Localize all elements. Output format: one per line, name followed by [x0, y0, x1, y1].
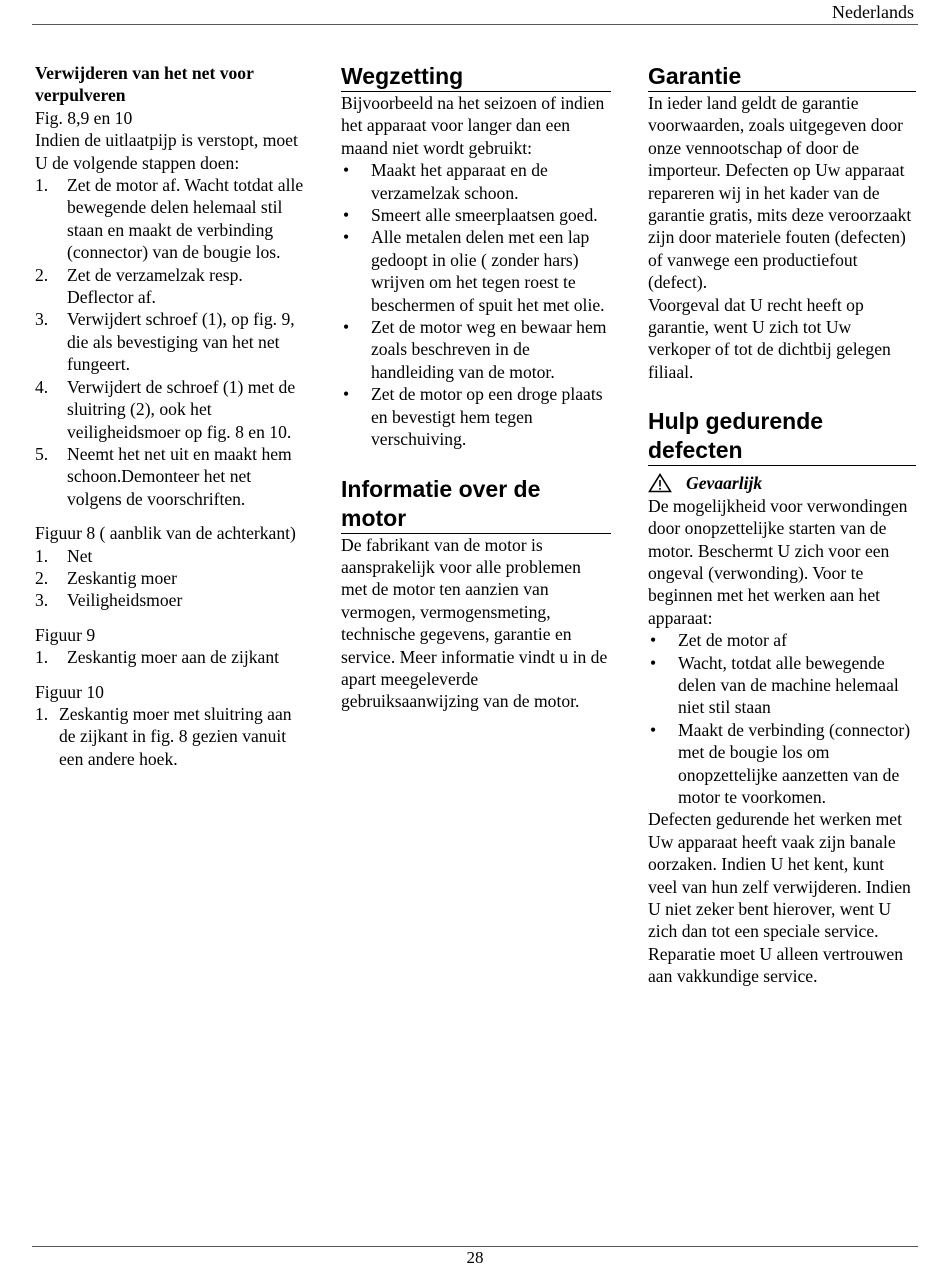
list-item: 1. Zeskantig moer aan de zijkant — [35, 647, 280, 668]
column-removing-net — [35, 62, 310, 770]
list-item: 1. Net — [35, 545, 93, 566]
figure-9-legend — [35, 646, 310, 668]
warranty-text-2: Voorgeval dat U recht heeft op garantie, went U zich tot Uw verkoper of tot de dichtbij gelegen filiaal. — [648, 294, 891, 382]
warning-line — [648, 472, 916, 494]
list-item: • Maakt het apparaat en de verzamelzak schoon. — [343, 160, 548, 203]
footer-rule — [32, 1246, 918, 1247]
warning-text: De mogelijkheid voor verwondingen door onopzettelijke starten van de motor. Beschermt U zich voor een ongeval (verwonding). Voor te beginnen met het werken aan het apparaat: — [648, 495, 908, 628]
list-item: 2. Zet de verzamelzak resp. Deflector af. — [35, 264, 243, 308]
heading-storage: Wegzetting — [341, 62, 611, 92]
motor-info-text: De fabrikant van de motor is aansprakelijk voor alle problemen met de motor ten aanzien van vermogen, vermogensmeting, technische gegevens, garantie en service. Meer informatie vindt u in de apart meegeleverde gebruiksaanwijzing van de motor. — [341, 534, 608, 712]
removal-steps — [35, 174, 310, 510]
list-item: • Zet de motor af — [650, 630, 787, 651]
page-number: 28 — [466, 1248, 484, 1267]
help-list — [648, 629, 916, 808]
list-item: • Wacht, totdat alle bewegende delen van de machine helemaal niet stil staan — [650, 652, 899, 718]
header-rule — [32, 24, 918, 25]
help-text: Defecten gedurende het werken met Uw apparaat heeft vaak zijn banale oorzaken. Indien U het kent, kunt veel van hun zelf verwijderen. Indien U niet zeker bent hierover, went U zich dan tot een speciale service. Reparatie moet U alleen vertrouwen aan vakkundige service. — [648, 809, 911, 987]
heading-help-defects: Hulp gedurende defecten — [648, 407, 916, 466]
figure-9-title: Figuur 9 — [35, 624, 96, 645]
list-item: 3. Verwijdert schroef (1), op fig. 9, die als bevestiging van het net fungeert. — [35, 309, 295, 375]
heading-motor-info: Informatie over de motor — [341, 475, 611, 534]
storage-list — [341, 159, 611, 450]
section-title-removing-net: Verwijderen van het net voor verpulveren — [35, 63, 254, 106]
figure-10-title: Figuur 10 — [35, 681, 104, 702]
list-item: 4. Verwijdert de schroef (1) met de sluitring (2), ook het veiligheidsmoer op fig. 8 en 10. — [35, 376, 296, 442]
heading-warranty: Garantie — [648, 62, 916, 92]
figure-8-title: Figuur 8 ( aanblik van de achterkant) — [35, 523, 296, 544]
figure-10-legend — [35, 703, 310, 770]
warranty-text: In ieder land geldt de garantie voorwaarden, zoals uitgegeven door onze vennootschap of door de importeur. Defecten op Uw apparaat repareren wij in het kader van de garantie gratis, mits deze veroorzaakt zijn door materiele fouten (defecten) of vanwege een productiefout (defect). — [648, 93, 912, 293]
storage-intro: Bijvoorbeeld na het seizoen of indien het apparaat voor langer dan een maand niet wordt gebruikt: — [341, 93, 605, 158]
list-item: • Alle metalen delen met een lap gedoopt in olie ( zonder hars) wrijven om het tegen roest te beschermen of spuit het met olie. — [343, 227, 605, 315]
figure-8-legend — [35, 545, 310, 612]
list-item: • Zet de motor op een droge plaats en bevestigt hem tegen verschuiving. — [343, 384, 603, 450]
intro-text: Indien de uitlaatpijp is verstopt, moet U de volgende stappen doen: — [35, 130, 298, 173]
column-storage-motor — [341, 62, 611, 713]
column-warranty-help — [648, 62, 916, 988]
list-item: 3. Veiligheidsmoer — [35, 590, 183, 611]
list-item: 1. Zeskantig moer met sluitring aan de zijkant in fig. 8 gezien vanuit een andere hoek. — [35, 703, 292, 769]
list-item: 5. Neemt het net uit en maakt hem schoon.Demonteer het net volgens de voorschriften. — [35, 443, 292, 509]
header-language: Nederlands — [832, 2, 914, 22]
figure-reference: Fig. 8,9 en 10 — [35, 107, 133, 128]
list-item: 2. Zeskantig moer — [35, 567, 177, 588]
list-item: • Smeert alle smeerplaatsen goed. — [343, 205, 598, 226]
list-item: • Maakt de verbinding (connector) met de bougie los om onopzettelijke aanzetten van de motor te voorkomen. — [650, 719, 911, 807]
list-item: • Zet de motor weg en bewaar hem zoals beschreven in de handleiding van de motor. — [343, 317, 607, 382]
list-item: 1. Zet de motor af. Wacht totdat alle bewegende delen helemaal stil staan en maakt de verbinding (connector) van de bougie los. — [35, 175, 304, 263]
warning-label: Gevaarlijk — [686, 473, 763, 494]
warning-triangle-icon — [648, 473, 672, 493]
